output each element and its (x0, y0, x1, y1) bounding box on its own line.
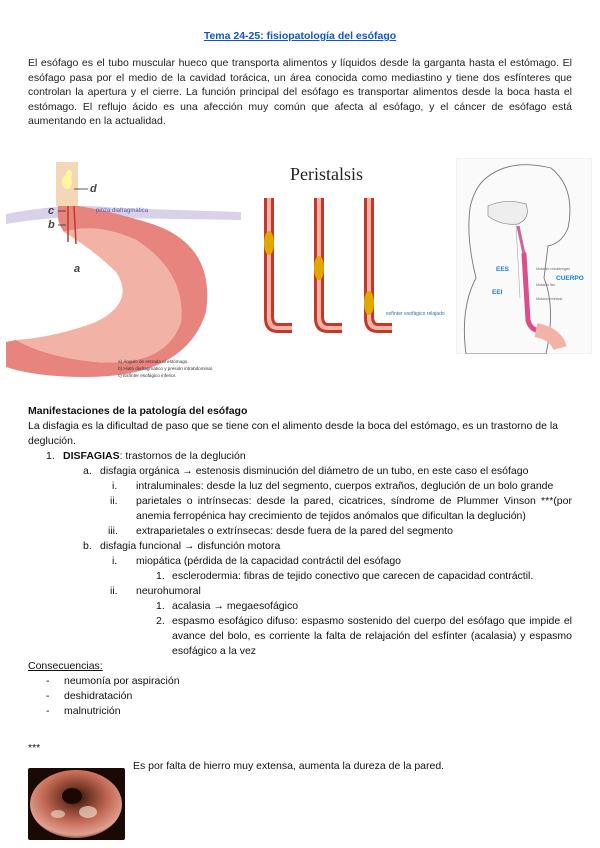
item-number: 1. (156, 600, 165, 612)
consequence-item (28, 704, 572, 719)
item-number: b. (83, 540, 92, 552)
label-m3: Músculo estriado (536, 297, 563, 301)
list-item-b-ii-1 (28, 599, 572, 614)
label-eei: EEI (492, 289, 503, 296)
item-a-ii-text: parietales o intrínsecas: desde la pared, cicatrices, síndrome de Plummer Vinson ***(por anemia ferropénica hay crecimiento de tejidos anómalos que dificultan la deglución) (136, 495, 572, 522)
label-cuerpo: CUERPO (556, 275, 584, 282)
item-b-ii-2-text: espasmo esofágico difuso: espasmo sostenido del cuerpo del esófago que impide el avance del bolo, es corriente la falta de relajación del esfínter (acalasia) y espasmo esofágico a la vez (172, 615, 572, 657)
label-b: b (48, 219, 55, 231)
consequences-heading: Consecuencias: (28, 660, 103, 672)
esophagus-tube-1 (264, 198, 292, 333)
item1-bold: DISFAGIAS (63, 450, 120, 462)
item-a-iii-text: extraparietales o extrínsecas: desde fuera de la pared del segmento (136, 525, 453, 537)
label-d: d (90, 183, 97, 195)
list-item-a (28, 464, 572, 479)
list-item-b-i (28, 554, 572, 569)
label-m1: Músculo cricofaríngeo (536, 267, 571, 271)
page-title: Tema 24-25: fisiopatología del esófago (203, 30, 397, 42)
legend-b: b) Hiato diafragmático y presión intrabdominal. (118, 366, 213, 371)
label-m2: Músculo liso (536, 283, 556, 287)
section-intro: La disfagia es la dificultad de paso que se tiene con el alimento desde la boca del estómago, es un trastorno de la deglución. (28, 420, 559, 447)
item-number: 1. (46, 450, 55, 462)
item-b-text: disfagia funcional → disfunción motora (100, 540, 281, 552)
peristalsis-label: esfínter esofágico relajado (386, 311, 445, 317)
item-number: iii. (108, 525, 118, 537)
consequence-item (28, 674, 572, 689)
label-ees: EES (496, 266, 510, 273)
peristalsis-title: Peristalsis (290, 164, 364, 184)
label-pinza: pinza diafragmática (96, 208, 149, 214)
item-number: i. (112, 480, 118, 492)
consequence-text: malnutrición (64, 705, 121, 717)
item-number: a. (83, 465, 92, 477)
list-item-1 (28, 449, 572, 464)
footnote-marker: *** (28, 742, 41, 754)
bullet-dash: - (46, 705, 50, 717)
label-a: a (74, 263, 81, 275)
footnote-text: Es por falta de hierro muy extensa, aumenta la dureza de la pared. (133, 760, 445, 772)
list-item-b (28, 539, 572, 554)
peristalsis-diagram (248, 158, 448, 358)
item-number: ii. (110, 495, 118, 507)
list-item-a-i (28, 479, 572, 494)
consequence-text: neumonía por aspiración (64, 675, 180, 687)
intro-paragraph: El esófago es el tubo muscular hueco que transporta alimentos y líquidos desde la garganta hasta el estómago. El esófago pasa por el medio de la cavidad torácica, un área conocida como mediastino y tiene dos esfínteres que controlan la apertura y el cierre. La función principal del esófago es transportar alimentos desde la boca hasta el estómago. El reflujo ácido es una afección muy común que afecta al esófago, y el cáncer de esófago está aumentando en la actualidad. (28, 57, 572, 127)
item-number: 1. (156, 570, 165, 582)
item-b-ii-1-text: acalasia → megaesofágico (172, 600, 299, 612)
item1-text: : trastornos de la deglución (119, 450, 246, 462)
item-a-i-text: intraluminales: desde la luz del segmento, cuerpos extraños, deglución de un bolo grande (136, 480, 554, 492)
item-number: i. (112, 555, 118, 567)
endoscopy-image (28, 768, 125, 840)
item-b-i-1-text: esclerodermia: fibras de tejido conectivo que carecen de capacidad contráctil. (172, 570, 534, 582)
legend-c: c) Esfínter esofágico inferior. (118, 373, 177, 378)
stomach-diagram (6, 162, 246, 384)
list-item-b-ii-2 (28, 614, 572, 659)
consequence-text: deshidratación (64, 690, 133, 702)
bullet-dash: - (46, 675, 50, 687)
label-c: c (48, 205, 55, 217)
list-item-b-ii (28, 584, 572, 599)
esophagus-anatomy-diagram (456, 158, 592, 354)
item-number: ii. (110, 585, 118, 597)
item-b-ii-text: neurohumoral (136, 585, 201, 597)
figure-row (0, 152, 600, 392)
bullet-dash: - (46, 690, 50, 702)
item-b-i-text: miopática (pérdida de la capacidad contráctil del esófago (136, 555, 401, 567)
list-item-b-i-1 (28, 569, 572, 584)
esophagus-tube-2 (314, 198, 342, 333)
item-number: 2. (156, 615, 165, 627)
legend-a: a) Ángulo de entrada al estómago. (118, 359, 189, 364)
section-heading: Manifestaciones de la patología del esófago (28, 405, 248, 417)
consequence-item (28, 689, 572, 704)
item-a-text: disfagia orgánica → estenosis disminución del diámetro de un tubo, en este caso el esófago (100, 465, 529, 477)
main-content (28, 404, 572, 719)
list-item-a-ii (28, 494, 572, 524)
list-item-a-iii (28, 524, 572, 539)
